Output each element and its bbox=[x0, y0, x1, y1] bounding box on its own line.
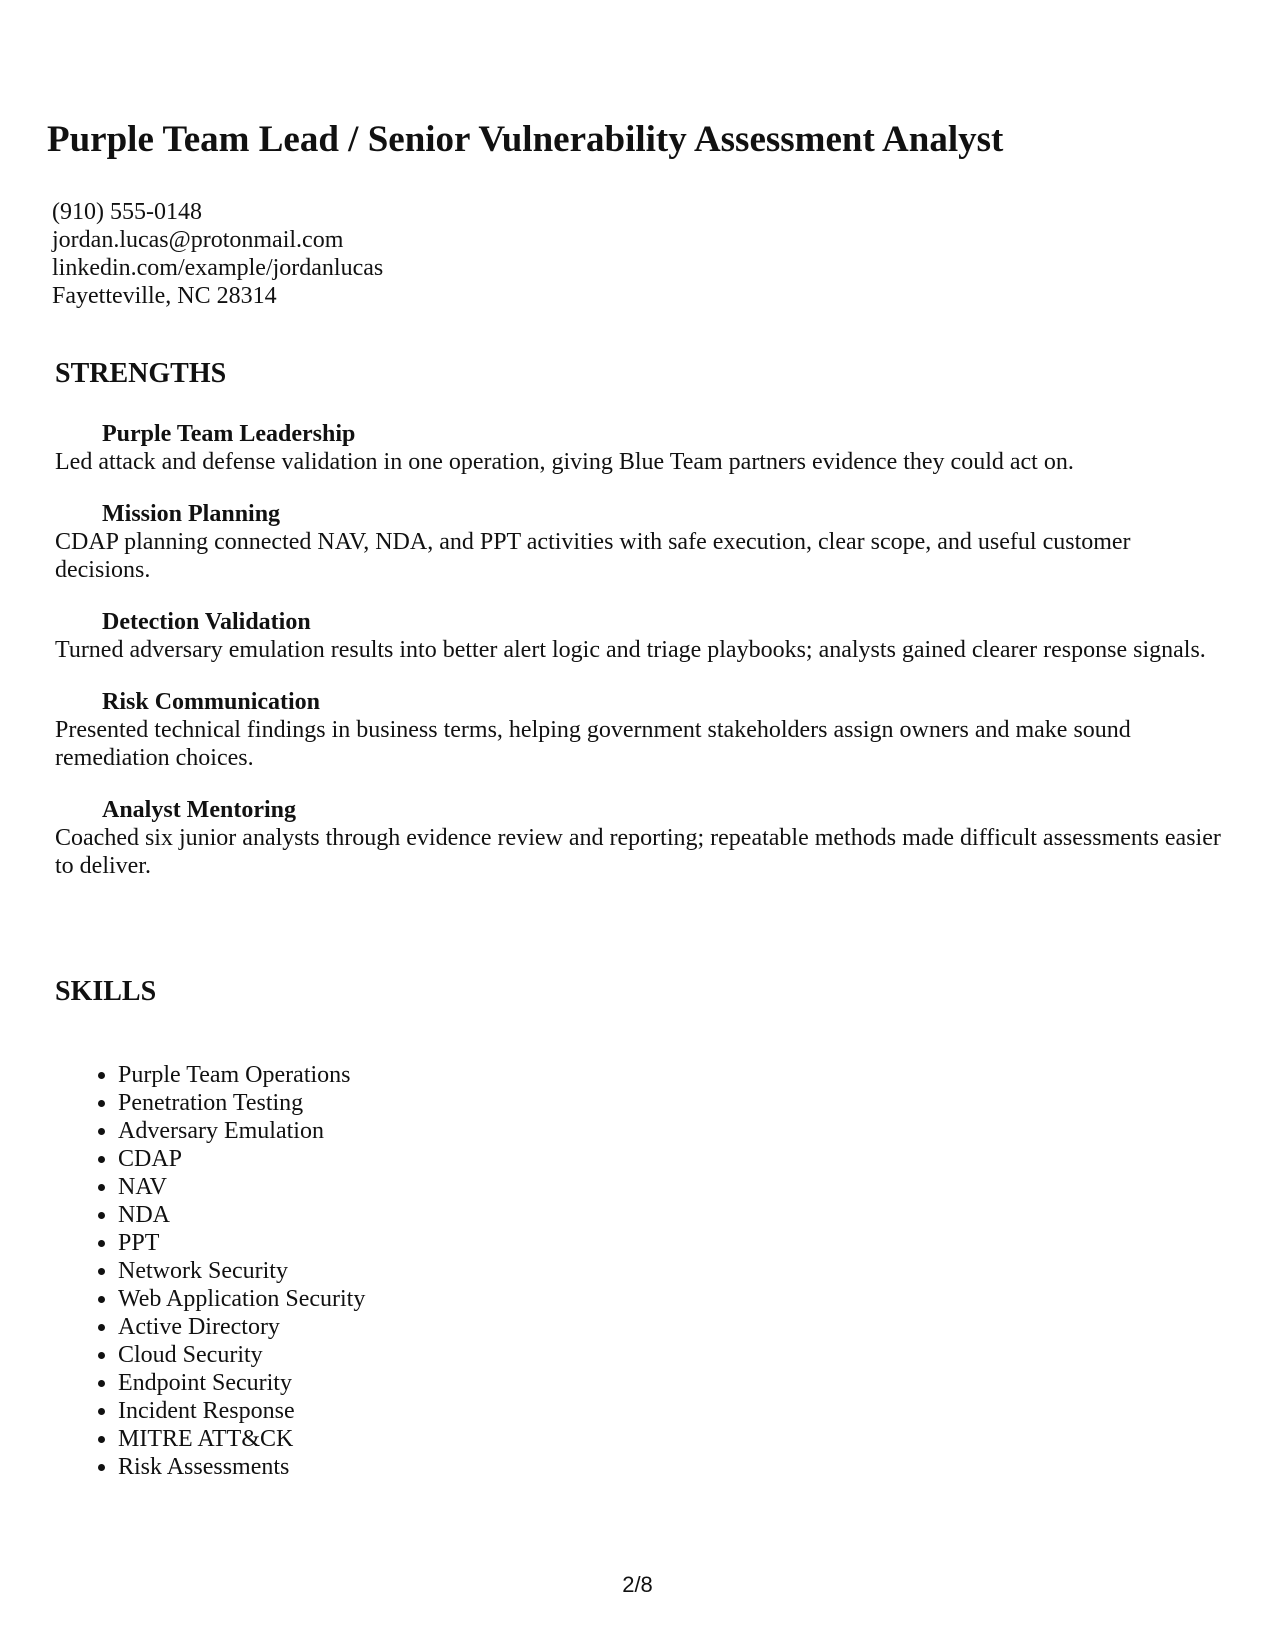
skill-item: • PPT bbox=[118, 1229, 365, 1257]
strength-item bbox=[55, 500, 1225, 584]
skill-item: • Web Application Security bbox=[118, 1285, 365, 1313]
strength-description: Presented technical findings in business terms, helping government stakeholders assign owners and make sound remediation choices. bbox=[55, 717, 1131, 771]
strength-description: CDAP planning connected NAV, NDA, and PPT activities with safe execution, clear scope, and useful customer decisions. bbox=[55, 529, 1131, 583]
contact-phone: (910) 555-0148 bbox=[52, 199, 202, 225]
skill-item: • MITRE ATT&CK bbox=[118, 1425, 365, 1453]
skill-item: • Network Security bbox=[118, 1257, 365, 1285]
skill-item: • Penetration Testing bbox=[118, 1089, 365, 1117]
strength-title: Mission Planning bbox=[102, 501, 281, 527]
strength-title: Risk Communication bbox=[102, 689, 321, 715]
page-number: 2/8 bbox=[622, 1572, 653, 1597]
strengths-heading: STRENGTHS bbox=[55, 358, 227, 389]
strength-item bbox=[55, 796, 1225, 880]
strength-item bbox=[55, 608, 1225, 664]
contact-linkedin: linkedin.com/example/jordanlucas bbox=[52, 255, 384, 281]
contact-email: jordan.lucas@protonmail.com bbox=[52, 227, 344, 253]
page-title: Purple Team Lead / Senior Vulnerability Assessment Analyst bbox=[47, 119, 1004, 160]
strength-title: Analyst Mentoring bbox=[102, 797, 296, 823]
skill-item: • Cloud Security bbox=[118, 1341, 365, 1369]
skill-item: • Incident Response bbox=[118, 1397, 365, 1425]
skill-item: • Purple Team Operations bbox=[118, 1061, 365, 1089]
strength-item bbox=[55, 420, 1225, 476]
skill-item: • Risk Assessments bbox=[118, 1453, 365, 1481]
strength-description: Coached six junior analysts through evidence review and reporting; repeatable methods made difficult assessments easier to deliver. bbox=[55, 825, 1221, 879]
skill-item: • CDAP bbox=[118, 1145, 365, 1173]
skill-item: • Active Directory bbox=[118, 1313, 365, 1341]
skill-item: • Adversary Emulation bbox=[118, 1117, 365, 1145]
contact-block bbox=[52, 198, 383, 310]
strength-description: Led attack and defense validation in one operation, giving Blue Team partners evidence they could act on. bbox=[55, 449, 1074, 475]
skill-item: • Endpoint Security bbox=[118, 1369, 365, 1397]
skill-item: • NAV bbox=[118, 1173, 365, 1201]
skill-item: • NDA bbox=[118, 1201, 365, 1229]
skills-heading: SKILLS bbox=[55, 976, 157, 1007]
strength-item bbox=[55, 688, 1225, 772]
strength-title: Detection Validation bbox=[102, 609, 311, 635]
skills-list bbox=[118, 1061, 365, 1481]
strength-description: Turned adversary emulation results into better alert logic and triage playbooks; analysts gained clearer response signals. bbox=[55, 637, 1206, 663]
strength-title: Purple Team Leadership bbox=[102, 421, 356, 447]
strengths-list bbox=[55, 420, 1225, 904]
contact-location: Fayetteville, NC 28314 bbox=[52, 283, 277, 309]
